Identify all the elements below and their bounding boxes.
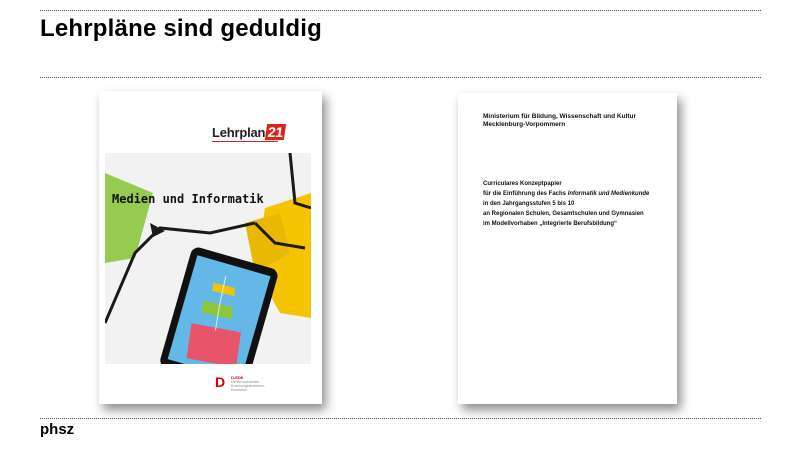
- concept-line-2-subject: Informatik und Medienkunde: [567, 191, 650, 197]
- lehrplan-logo-text: Lehrplan: [212, 125, 266, 140]
- cover-title: Medien und Informatik: [112, 192, 264, 206]
- cover-illustration: [105, 153, 311, 364]
- footer-rule: [40, 418, 761, 419]
- cover-illustration-graphic: [105, 153, 311, 364]
- publisher-name: D-EDK: [231, 375, 244, 380]
- ministry-heading: [483, 113, 636, 129]
- lehrplan-logo-underline: [212, 141, 278, 142]
- concept-line-2-prefix: für die Einführung des Fachs: [483, 191, 568, 197]
- concept-paper-document: [458, 93, 677, 404]
- concept-line-4: an Regionalen Schulen, Gesamtschulen und Gymnasien: [483, 211, 644, 217]
- slide-title: Lehrpläne sind geduldig: [40, 15, 322, 42]
- lehrplan-cover-document: [99, 91, 322, 404]
- lehrplan-logo: [212, 124, 285, 140]
- publisher-mark: D: [215, 374, 226, 390]
- title-rule: [40, 77, 761, 78]
- ministry-line-2: Mecklenburg-Vorpommern: [483, 121, 566, 128]
- concept-line-1: Curriculares Konzeptpapier: [483, 181, 562, 187]
- concept-text-block: [483, 179, 649, 229]
- top-rule: [40, 10, 761, 11]
- concept-line-2: [483, 189, 649, 199]
- ministry-line-1: Ministerium für Bildung, Wissenschaft und Kultur: [483, 113, 637, 120]
- concept-line-5: im Modellvorhaben „Integrierte Berufsbildung“: [483, 221, 618, 227]
- concept-line-3: in den Jahrgangsstufen 5 bis 10: [483, 201, 575, 207]
- publisher-subtitle: Deutschschweizer Erziehungsdirektoren-Konferenz: [231, 380, 266, 392]
- phsz-logo: phsz: [40, 421, 75, 438]
- lehrplan-logo-number: 21: [267, 124, 285, 140]
